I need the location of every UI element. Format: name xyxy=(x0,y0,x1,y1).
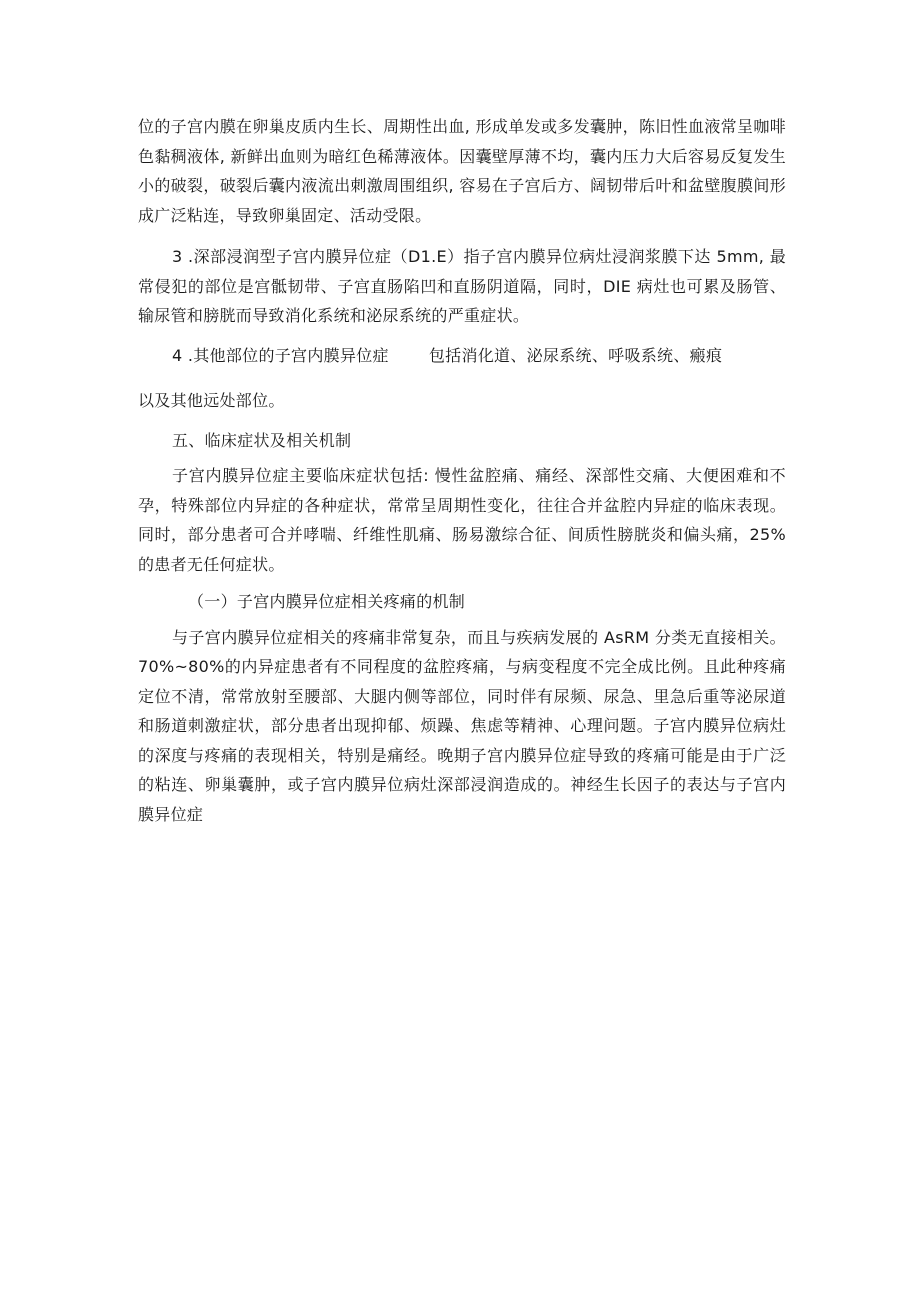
paragraph-ovarian-endometrioma: 位的子宫内膜在卵巢皮质内生长、周期性出血, 形成单发或多发囊肿，陈旧性血液常呈咖啡色黏稠液体, 新鲜出血则为暗红色稀薄液体。因囊壁厚薄不均，囊内压力大后容易反复发生小的破裂，破裂后囊内液流出刺激周围组织, 容易在子宫后方、阔韧带后叶和盆壁腹膜间形成广泛粘连，导致卵巢固定、活动受限。 xyxy=(138,117,786,225)
paragraph-pain-mechanism: 与子宫内膜异位症相关的疼痛非常复杂，而且与疾病发展的 AsRM 分类无直接相关。70%~80%的内异症患者有不同程度的盆腔疼痛，与病变程度不完全成比例。且此种疼痛定位不清，常常放射至腰部、大腿内侧等部位，同时伴有尿频、尿急、里急后重等泌尿道和肠道刺激症状，部分患者出现抑郁、烦躁、焦虑等精神、心理问题。子宫内膜异位病灶的深度与疼痛的表现相关，特别是痛经。晚期子宫内膜异位症导致的疼痛可能是由于广泛的粘连、卵巢囊肿，或子宫内膜异位病灶深部浸润造成的。神经生长因子的表达与子宫内膜异位症 xyxy=(138,627,786,824)
paragraph-item-4-continuation: 以及其他远处部位。 xyxy=(138,391,285,410)
paragraph-item-3-deep-infiltrating: 3 .深部浸润型子宫内膜异位症（D1.E）指子宫内膜异位病灶浸润浆膜下达 5mm, 最常侵犯的部位是宫骶韧带、子宫直肠陷凹和直肠阴道隔，同时，DIE 病灶也可累及肠管、输尿管和膀胱而导致消化系统和泌尿系统的严重症状。 xyxy=(138,247,786,325)
paragraph-clinical-symptoms: 子宫内膜异位症主要临床症状包括: 慢性盆腔痛、痛经、深部性交痛、大便困难和不孕，特殊部位内异症的各种症状，常常呈周期性变化，往往合并盆腔内异症的临床表现。同时，部分患者可合并哮喘、纤维性肌痛、肠易激综合征、间质性膀胱炎和偏头痛，25%的患者无任何症状。 xyxy=(138,466,786,574)
document-body xyxy=(138,112,786,829)
item-4-heading: 4 .其他部位的子宫内膜异位症 xyxy=(172,345,389,365)
subsection-heading-pain-mechanism: （一）子宫内膜异位症相关疼痛的机制 xyxy=(188,592,466,611)
paragraph-item-4-other-sites xyxy=(138,341,786,371)
section-heading-clinical-symptoms: 五、临床症状及相关机制 xyxy=(172,430,352,450)
item-4-body: 包括消化道、泌尿系统、呼吸系统、瘢痕 xyxy=(428,345,723,365)
